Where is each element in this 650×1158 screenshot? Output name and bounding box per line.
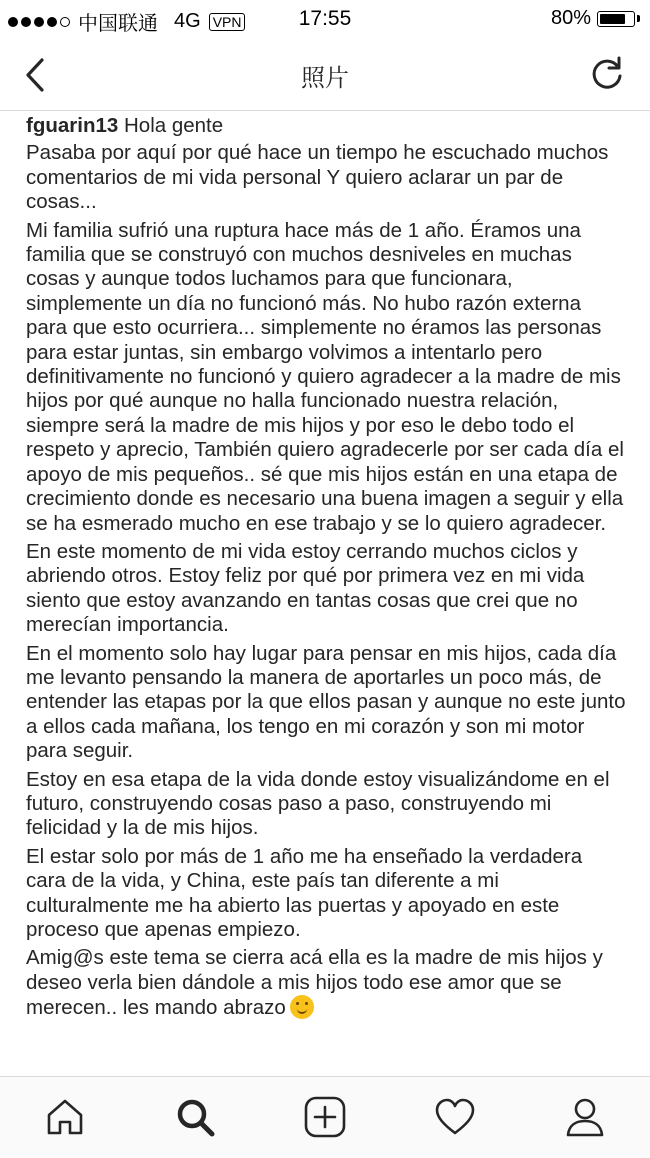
username-link[interactable]: fguarin13 (26, 114, 119, 137)
tab-search[interactable] (173, 1095, 217, 1139)
heart-icon (433, 1095, 477, 1139)
status-right (551, 7, 640, 30)
battery-tip (637, 15, 640, 22)
nav-bar (0, 38, 650, 111)
caption-last-text: Amig@s este tema se cierra acá ella es la madre de mis hijos y deseo verla bien dándole a mis hijos todo ese amor que se merecen.. les mando abrazo (26, 946, 603, 1020)
vpn-badge: VPN (209, 13, 246, 31)
add-post-icon (303, 1095, 347, 1139)
tab-add-post[interactable] (303, 1095, 347, 1139)
search-icon (173, 1095, 217, 1139)
tab-activity[interactable] (433, 1095, 477, 1139)
tab-home[interactable] (43, 1095, 87, 1139)
tab-bar (0, 1076, 650, 1158)
page-title: 照片 (301, 65, 349, 92)
status-bar (0, 0, 650, 38)
caption-paragraph: En el momento solo hay lugar para pensar en mis hijos, cada día me levanto pensando la manera de aportarles un poco más, de entender las etapas por la que ellos pasan y aunque no este junto a ellos cada mañana, los tengo en mi corazón y son mi motor para seguir. (26, 641, 626, 763)
refresh-icon (588, 55, 626, 93)
battery-percent: 80% (550, 7, 591, 29)
caption-paragraph: El estar solo por más de 1 año me ha enseñado la verdadera cara de la vida, y China, este país tan diferente a mi culturalmente me ha abierto las puertas y apoyado en este proceso que apenas empiezo. (26, 844, 583, 941)
caption-paragraph: Pasaba por aquí por qué hace un tiempo he escuchado muchos comentarios de mi vida personal Y quiero aclarar un par de cosas... (26, 141, 609, 214)
status-time: 17:55 (298, 7, 352, 30)
carrier-name: 中国联通 (78, 13, 158, 35)
back-button[interactable] (20, 56, 50, 94)
battery-icon (597, 11, 635, 27)
caption-first-line (26, 114, 626, 138)
hugging-face-emoji-icon (290, 995, 314, 1019)
tab-profile[interactable] (563, 1095, 607, 1139)
network-type: 4G (174, 10, 201, 32)
profile-icon (563, 1095, 607, 1139)
refresh-button[interactable] (588, 55, 626, 93)
battery-fill (600, 14, 625, 24)
chevron-left-icon (20, 56, 50, 94)
home-icon (43, 1095, 87, 1139)
caption-greeting: Hola gente (123, 114, 224, 137)
caption-paragraph: En este momento de mi vida estoy cerrando muchos ciclos y abriendo otros. Estoy feliz por qué por primera vez en mi vida siento que estoy avanzando en tantas cosas que crei que no merecían importancia. (26, 539, 585, 637)
caption-paragraph: Mi familia sufrió una ruptura hace más de 1 año. Éramos una familia que se construyó con muchos desniveles en muchas cosas y aunque todos luchamos para que funcionara, simplemente un día no funcionó más. No hubo razón externa para que esto ocurriera... simplemente no éramos las personas para estar juntas, sin embargo volvimos a intentarlo pero definitivamente no funcionó y quiero agradecer a la madre de mis hijos por qué aunque no halla funcionado nuestra relación, siempre será la madre de mis hijos y por eso le debo todo el respeto y aprecio, También quiero agradecerle por ser cada día el apoyo de mis pequeños.. sé que mis hijos están en una etapa de crecimiento donde es necesario una buena imagen a seguir y ella se ha esmerado mucho en ese trabajo y se lo quiero agradecer. (26, 218, 624, 535)
post-caption (26, 114, 626, 1025)
caption-paragraph-last (26, 946, 626, 1020)
caption-paragraph: Estoy en esa etapa de la vida donde estoy visualizándome en el futuro, construyendo cosas paso a paso, construyendo mi felicidad y la de mis hijos. (26, 767, 610, 840)
